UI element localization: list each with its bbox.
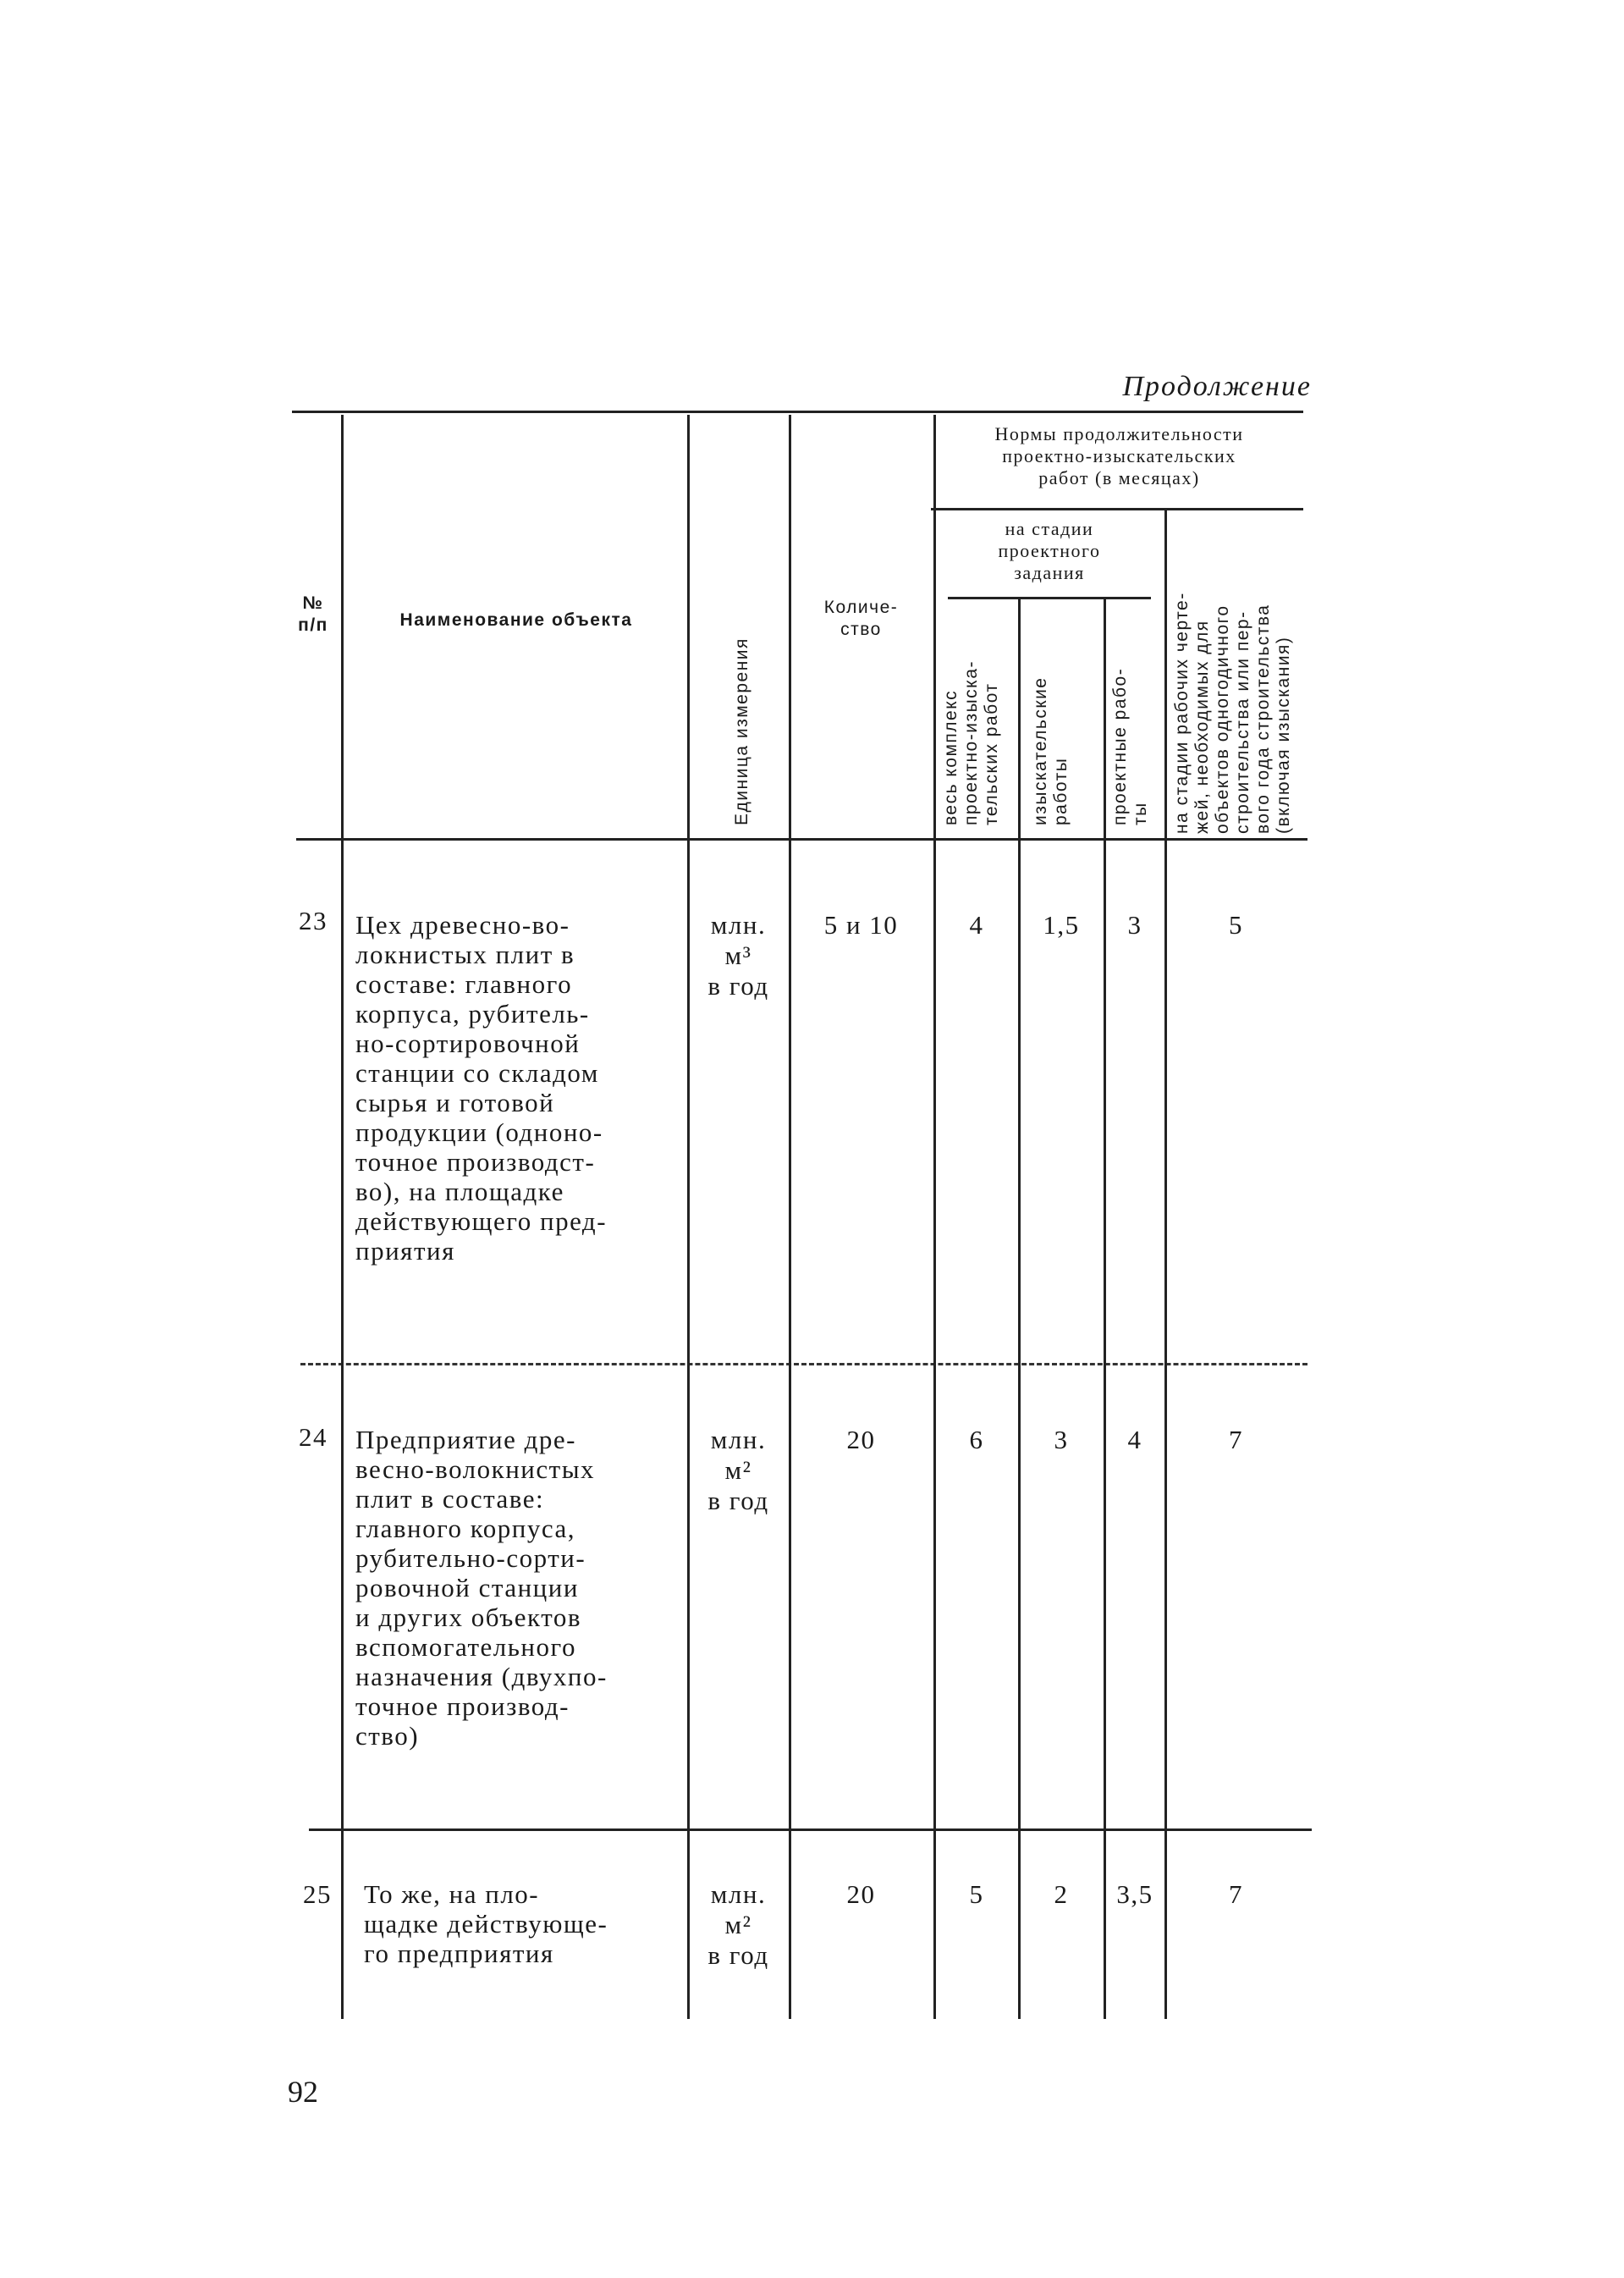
object-name: То же, на пло- щадке действующе- го предприятия [364, 1879, 608, 1968]
header-total-complex: весь комплекс проектно-изыска- тельских работ [941, 660, 1001, 825]
column-rule [933, 415, 936, 2019]
row-divider-rule [309, 1828, 1312, 1831]
unit-cell: млн. м² в год [707, 1879, 769, 1970]
total-months-cell: 5 [969, 1879, 984, 1909]
column-rule [687, 415, 690, 2019]
design-months-cell: 3 [1127, 910, 1142, 940]
column-rule [341, 415, 344, 2019]
row-number: 23 [299, 906, 328, 935]
header-unit: Единица измерения [732, 637, 751, 825]
column-rule [1104, 597, 1106, 2019]
total-months-cell: 6 [969, 1425, 984, 1454]
total-months-cell: 4 [969, 910, 984, 940]
quantity-cell: 20 [846, 1425, 876, 1454]
header-design-works: проектные рабо- ты [1110, 667, 1150, 825]
header-bottom-rule [296, 838, 1307, 841]
working-months-cell: 7 [1229, 1425, 1243, 1454]
object-name: Предприятие дре- весно-волокнистых плит в составе: главного корпуса, рубительно-сорти- ровочной станции и других объектов вспомогательного назначения (двухпо- точное производ- ство) [355, 1425, 608, 1751]
survey-months-cell: 1,5 [1043, 910, 1080, 940]
object-name: Цех древесно-во- локнистых плит в составе: главного корпуса, рубитель- но-сортировочной станции со складом сырья и готовой продукции (одноно- точное производст- во), на площадке действующего пред- приятия [355, 910, 608, 1266]
header-norms: Нормы продолжительности проектно-изыскательских работ (в месяцах) [994, 423, 1244, 488]
design-months-cell: 4 [1127, 1425, 1142, 1454]
header-working-drawings: на стадии рабочих черте- жей, необходимых для объектов одногодичного строительства или пер- вого года строительства (включая изыскания) [1172, 592, 1293, 834]
unit-cell: млн. м³ в год [707, 910, 769, 1001]
quantity-cell: 5 и 10 [823, 910, 899, 940]
unit-cell: млн. м² в год [707, 1425, 769, 1515]
column-rule [789, 415, 791, 2019]
design-months-cell: 3,5 [1116, 1879, 1153, 1909]
page-number: 92 [288, 2075, 318, 2109]
header-design-stage: на стадии проектного задания [998, 518, 1101, 583]
working-months-cell: 5 [1229, 910, 1243, 940]
row-number: 25 [303, 1879, 332, 1909]
header-survey-works: изыскательские работы [1031, 676, 1071, 825]
stage-divider-rule [948, 597, 1151, 599]
column-rule [1018, 597, 1021, 2019]
row-divider-rule [300, 1363, 1307, 1365]
column-rule [1164, 508, 1167, 2019]
norms-divider-rule [931, 508, 1303, 510]
continuation-label: Продолжение [1122, 371, 1312, 402]
header-quantity: Количе- ство [823, 598, 899, 639]
survey-months-cell: 2 [1054, 1879, 1069, 1909]
working-months-cell: 7 [1229, 1879, 1243, 1909]
header-number: № п/п [298, 593, 328, 635]
survey-months-cell: 3 [1054, 1425, 1069, 1454]
header-object-name: Наименование объекта [399, 610, 633, 630]
table-top-rule [292, 411, 1303, 413]
row-number: 24 [299, 1422, 328, 1452]
quantity-cell: 20 [846, 1879, 876, 1909]
